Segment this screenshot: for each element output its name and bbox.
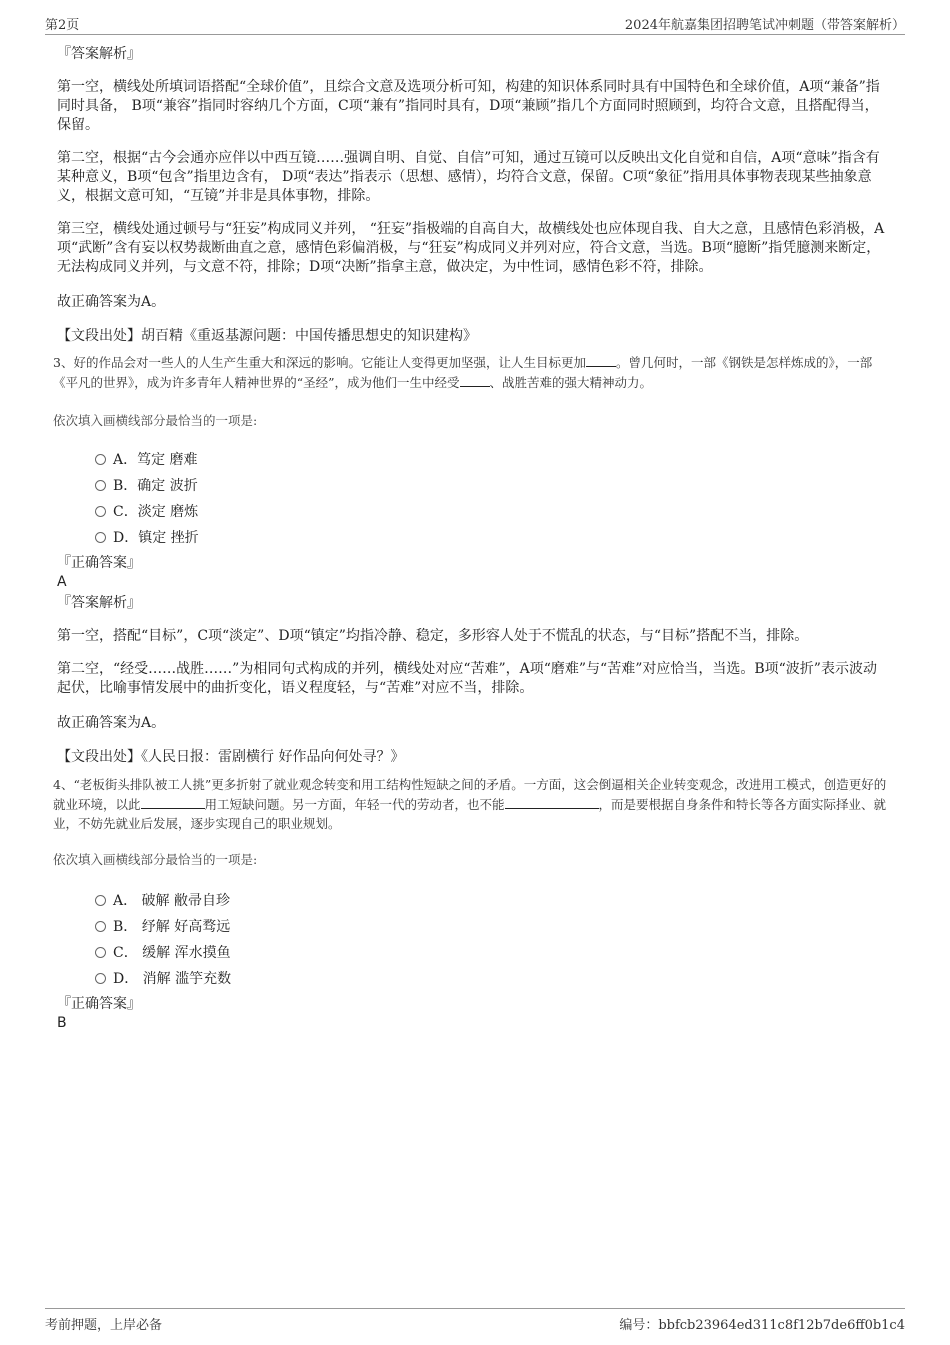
analysis-paragraph: 第二空，根据“古今会通亦应伴以中西互镜……强调自明、自觉、自信”可知，通过互镜可以反映出文化自觉和自信，A项“意味”指含有某种意义，B项“包含”指里边含有， D项“表达”指表示（思想、感情），均符合文意，保留。C项“象征”指用具体事物表现某些抽象意义，根据文意可知，“互镜”并非是具体事物，排除。 [57, 150, 880, 204]
radio-icon[interactable] [95, 895, 106, 906]
analysis-paragraph: 第二空，“经受……战胜……”为相同句式构成的并列，横线处对应“苦难”，A项“磨难”与“苦难”对应恰当，当选。B项“波折”表示波动起伏，比喻事情发展中的曲折变化，语义程度轻，与“苦难”对应不当，排除。 [57, 661, 877, 696]
radio-icon[interactable] [95, 973, 106, 984]
question-prompt: 依次填入画横线部分最恰当的一项是: [53, 413, 258, 428]
page-footer [45, 1308, 905, 1337]
footer-slogan: 考前押题，上岸必备 [45, 1318, 163, 1333]
analysis-paragraph: 第一空，横线处所填词语搭配“全球价值”，且综合文意及选项分析可知，构建的知识体系同时具有中国特色和全球价值，A项“兼备”指同时具备， B项“兼容”指同时容纳几个方面，C项“兼有”指同时具有，D项“兼顾”指几个方面同时照顾到，均符合文意，且搭配得当，保留。 [57, 79, 880, 133]
analysis-paragraph: 第一空，搭配“目标”，C项“淡定”、D项“镇定”均指冷静、稳定，多形容人处于不慌乱的状态，与“目标”搭配不当，排除。 [57, 628, 809, 644]
option-c[interactable]: C． 缓解 浑水摸鱼 [95, 940, 887, 966]
question-4 [53, 775, 887, 1032]
question-2-tail [57, 44, 887, 346]
fill-blank [141, 794, 205, 809]
answer-value: B [57, 1015, 67, 1031]
analysis-label: 『答案解析』 [57, 46, 141, 62]
option-a[interactable]: A． 破解 敝帚自珍 [95, 888, 887, 914]
source-citation: 【文段出处】胡百精《重返基源问题：中国传播思想史的知识建构》 [57, 328, 477, 344]
page-number: 第2页 [45, 18, 80, 33]
radio-icon[interactable] [95, 480, 106, 491]
option-d[interactable]: D．镇定 挫折 [95, 525, 887, 551]
radio-icon[interactable] [95, 454, 106, 465]
analysis-label: 『答案解析』 [57, 595, 141, 611]
radio-icon[interactable] [95, 506, 106, 517]
option-a[interactable]: A．笃定 磨难 [95, 447, 887, 473]
answer-label: 『正确答案』 [57, 996, 141, 1012]
question-stem: 4、“老板街头排队被工人挑”更多折射了就业观念转变和用工结构性短缺之间的矛盾。一方面，这会倒逼相关企业转变观念，改进用工模式，创造更好的就业环境，以此 用工短缺问题。另一方面，年轻一代的劳动者，也不能 ，而是要根据自身条件和特长等各方面实际择业、就业，不妨先就业后发展，逐步实现自己的职业规划。 [53, 777, 887, 831]
question-stem: 3、好的作品会对一些人的人生产生重大和深远的影响。它能让人变得更加坚强，让人生目标更加 。曾几何时，一部《钢铁是怎样炼成的》，一部《平凡的世界》，成为许多青年人精神世界的“圣经”，成为他们一生中经受 、战胜苦难的强大精神动力。 [53, 352, 887, 392]
answer-value: A [57, 574, 67, 590]
option-list [95, 447, 887, 551]
answer-label: 『正确答案』 [57, 555, 141, 571]
conclusion: 故正确答案为A。 [57, 294, 166, 310]
option-c[interactable]: C．淡定 磨炼 [95, 499, 887, 525]
conclusion: 故正确答案为A。 [57, 715, 166, 731]
analysis-paragraph: 第三空，横线处通过顿号与“狂妄”构成同义并列， “狂妄”指极端的自高自大，故横线处也应体现自我、自大之意，且感情色彩消极，A项“武断”含有妄以权势裁断曲直之意，感情色彩偏消极，与“狂妄”构成同义并列对应，符合文意，当选。B项“臆断”指凭臆测来断定，无法构成同义并列，与文意不符，排除；D项“决断”指拿主意，做决定，为中性词，感情色彩不符，排除。 [57, 221, 885, 275]
option-d[interactable]: D． 消解 滥竽充数 [95, 966, 887, 992]
radio-icon[interactable] [95, 947, 106, 958]
option-b[interactable]: B．确定 波折 [95, 473, 887, 499]
question-prompt: 依次填入画横线部分最恰当的一项是: [53, 852, 258, 867]
document-title: 2024年航嘉集团招聘笔试冲刺题（带答案解析） [624, 18, 905, 33]
page-header [45, 14, 905, 35]
option-b[interactable]: B． 纾解 好高骛远 [95, 914, 887, 940]
source-citation: 【文段出处】《人民日报：雷剧横行 好作品向何处寻？》 [57, 749, 405, 765]
fill-blank [505, 794, 599, 809]
question-3 [53, 352, 887, 767]
fill-blank [586, 352, 616, 367]
fill-blank [460, 372, 490, 387]
radio-icon[interactable] [95, 921, 106, 932]
option-list [95, 888, 887, 992]
document-body [53, 44, 887, 1032]
radio-icon[interactable] [95, 532, 106, 543]
document-id: 编号：bbfcb23964ed311c8f12b7de6ff0b1c4 [619, 1318, 905, 1333]
